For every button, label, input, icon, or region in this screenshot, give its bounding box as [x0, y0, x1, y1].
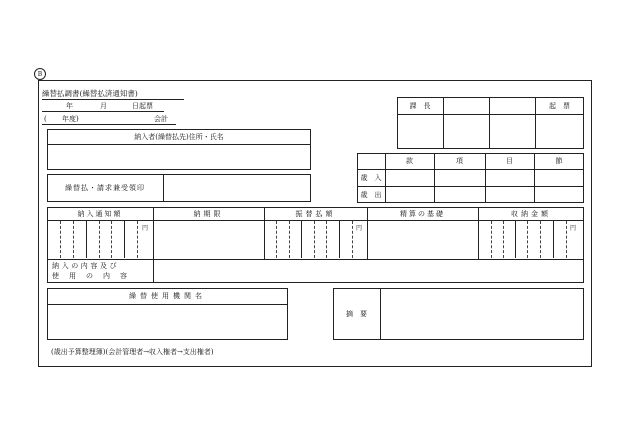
received-yen-unit: 円: [570, 225, 577, 232]
header-transfer-amount-text: 振替払額: [295, 209, 336, 218]
budget-row-revenue-text: 歳 入: [360, 173, 382, 182]
remarks-label-text: 摘 要: [346, 310, 367, 318]
remarks-label: [333, 288, 380, 340]
date-day: 日起票: [132, 102, 153, 110]
payer-label: [47, 129, 311, 144]
details-label-line1: 納入の内容及び: [52, 262, 120, 270]
receipt-stamp-field[interactable]: [164, 175, 310, 201]
header-received-amount: [478, 207, 584, 220]
payer-label-text: 納入者(繰替払先)住所・氏名: [134, 132, 224, 141]
budget-header-kou-text: 項: [456, 157, 463, 165]
drafter-text: 起 票: [549, 101, 570, 110]
budget-header-setsu-text: 節: [555, 157, 563, 165]
budget-header-kou: [434, 153, 485, 169]
notice-amount-field[interactable]: [48, 236, 152, 258]
stamp-area-3[interactable]: [490, 115, 534, 148]
budget-table-hline-2: [357, 186, 584, 187]
budget-header-kan-text: 款: [406, 157, 413, 165]
section-chief-stamp-area[interactable]: [398, 115, 442, 148]
header-received-amount-text: 収納金額: [511, 209, 551, 218]
budget-header-setsu: [534, 153, 584, 169]
fiscal-underline: [42, 124, 176, 125]
budget-header-kan: [385, 153, 434, 169]
fiscal-paren: (: [44, 115, 47, 123]
settlement-basis-field[interactable]: [368, 221, 477, 258]
date-month: 月: [100, 102, 107, 110]
institution-field[interactable]: [48, 305, 287, 339]
transfer-yen-unit: 円: [356, 225, 363, 232]
budget-row-expense-label: [357, 186, 385, 203]
budget-header-moku-text: 目: [506, 157, 513, 165]
transfer-amount-field[interactable]: [265, 236, 366, 258]
budget-table-hline-1: [357, 169, 584, 170]
header-settlement-basis-text: 精算の基礎: [400, 209, 445, 218]
stamp-area-2[interactable]: [444, 115, 488, 148]
receipt-label: [47, 174, 163, 202]
header-transfer-amount: [264, 207, 367, 220]
form-title: 繰替払調書(繰替払済通知書): [42, 89, 138, 98]
title-underline: [42, 99, 184, 100]
header-notice-amount: [47, 207, 153, 220]
footer-note: (歳出予算整理簿)(会計管理者→収入権者→支出権者): [51, 348, 214, 356]
section-chief-label: [397, 97, 443, 114]
date-underline: [42, 111, 164, 112]
budget-row-expense-text: 歳 出: [360, 190, 382, 199]
notice-yen-unit: 円: [142, 225, 149, 232]
receipt-label-text: 繰替払・請求兼受領印: [65, 184, 145, 192]
payer-address-field[interactable]: [48, 145, 310, 169]
received-amount-field[interactable]: [479, 236, 583, 258]
header-notice-amount-text: 納入通知額: [77, 209, 123, 218]
header-due-date: [153, 207, 264, 220]
remarks-field[interactable]: [381, 289, 583, 339]
institution-label-text: 繰替使用機関名: [129, 292, 206, 300]
header-due-date-text: 納期限: [193, 209, 224, 218]
date-year: 年: [66, 102, 73, 110]
budget-row-revenue-label: [357, 169, 385, 186]
header-settlement-basis: [367, 207, 478, 220]
drafter-label: [535, 97, 584, 114]
due-date-field[interactable]: [154, 221, 263, 258]
details-label-line2: 使用の内容: [52, 272, 137, 280]
fiscal-year: 年度): [62, 115, 79, 123]
institution-label: [47, 288, 288, 304]
form-marker: [34, 68, 46, 80]
drafter-stamp-area[interactable]: [536, 115, 583, 148]
budget-header-moku: [485, 153, 534, 169]
details-field[interactable]: [154, 260, 583, 282]
fiscal-account: 会計: [154, 115, 168, 123]
section-chief-text: 課 長: [409, 101, 431, 110]
form-marker-letter: B: [37, 70, 43, 78]
